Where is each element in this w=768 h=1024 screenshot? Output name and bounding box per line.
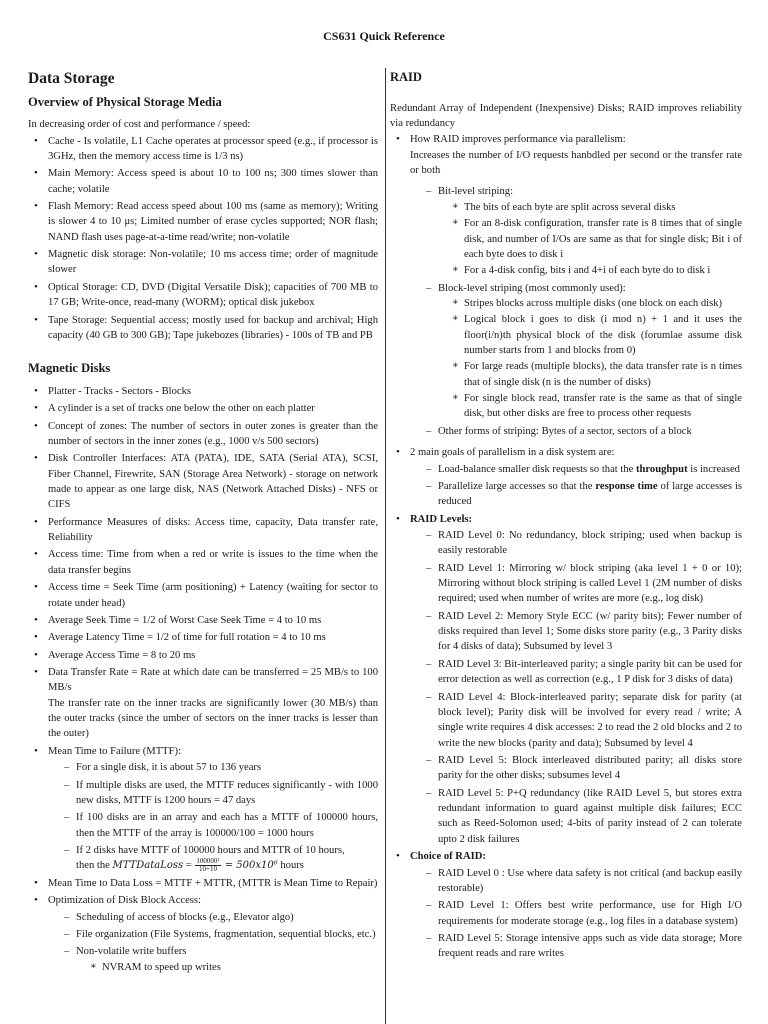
- list-item-parallelism-goals: [390, 445, 742, 509]
- sub-list-item-block-level: [410, 281, 742, 422]
- sub-list-item: – File organization (File Systems, fragmentation, sequential blocks, etc.): [48, 927, 378, 942]
- list-item-transfer-rate: [28, 665, 378, 742]
- raid-parallelism-continuation: Increases the number of I/O requests hanbdled per second or the transfer rate or both: [410, 149, 742, 177]
- list-item: • Average Access Time = 8 to 20 ms: [28, 648, 378, 663]
- list-item: • Tape Storage: Sequential access; mostly used for backup and archival; High capacity (40 GB to 300 GB); Tape jukebozes (libraries) - 100s of TB and PB: [28, 313, 378, 344]
- goals-sublist: [410, 462, 742, 510]
- raid-levels-sublist: [410, 528, 742, 847]
- list-item: • Magnetic disk storage: Non-volatile; 10 ms access time; order of magnitude slower: [28, 247, 378, 278]
- list-item: • Main Memory: Access speed is about 10 to 100 ns; 300 times slower than cache; volatile: [28, 166, 378, 197]
- sub-list-item: – RAID Level 5: Block interleaved distributed parity; all disks store parity for the other disks; subsumes level 4: [410, 753, 742, 784]
- column-divider: [385, 68, 386, 1024]
- mtt-data-loss-math: MTTDataLoss: [112, 860, 184, 872]
- sub-sub-list-item: ∗ NVRAM to speed up writes: [76, 960, 378, 975]
- magnetic-disks-list: [28, 384, 378, 975]
- raid-intro: Redundant Array of Independent (Inexpensive) Disks; RAID improves reliability via redundancy: [390, 102, 742, 129]
- list-item: • Optical Storage: CD, DVD (Digital Versatile Disk); capacities of 700 MB to 17 GB; Write-once, read-many (WORM); optical disk jukebox: [28, 280, 378, 311]
- sub-sub-list-item: ∗ For a 4-disk config, bits i and 4+i of each byte do to disk i: [438, 263, 742, 278]
- sub-list-item: – RAID Level 5: P+Q redundancy (like RAID Level 5, but stores extra redundant information to guard against multiple disk failures; ECC such as Reed-Solomon used; 4-bits of parity instead of 2 can tolerate upto 2 disk failures: [410, 786, 742, 847]
- goal2-pre: Parallelize large accesses so that the: [438, 480, 596, 492]
- subsection-title-magnetic-disks: Magnetic Disks: [28, 361, 111, 376]
- mttf-text: Mean Time to Failure (MTTF):: [48, 745, 182, 757]
- list-item: • Average Latency Time = 1/2 of time for full rotation = 4 to 10 ms: [28, 630, 378, 645]
- sub-list-item: – RAID Level 4: Block-interleaved parity; separate disk for parity (at block level); Parity disk will be involved for every read / write; A single write requires 4 disk accesses: 2 to read the 2 old blocks and 2 to write the new blocks (parity and data); Subsumed by level 4: [410, 690, 742, 751]
- raid-parallelism-text: How RAID improves performance via parallelism:: [410, 134, 626, 146]
- sub-list-item: – RAID Level 0: No redundancy, block striping; used when backup is easily restorable: [410, 528, 742, 559]
- sub-list-item: – If 100 disks are in an array and each has a MTTF of 100000 hours, then the MTTF of the array is 100000/100 = 1000 hours: [48, 810, 378, 841]
- goal1-pre: Load-balance smaller disk requests so that the: [438, 463, 636, 475]
- sub-sub-list-item: ∗ For an 8-disk configuration, transfer rate is 8 times that of single disk, and number of I/Os are same as that for single disk; Bit i of each byte does to disk i: [438, 216, 742, 262]
- sub-list-item: – RAID Level 5: Storage intensive apps such as vide data storage; More frequent reads and rare writes: [410, 931, 742, 962]
- sub-list-item: – Scheduling of access of blocks (e.g., Elevator algo): [48, 910, 378, 925]
- fraction-denominator: 10+10: [199, 865, 217, 874]
- list-item-raid-parallelism: [390, 132, 742, 439]
- section-title-raid: RAID: [390, 70, 422, 84]
- fraction-numerator: 100000²: [196, 857, 220, 866]
- sub-sub-list-item: ∗ For single block read, transfer rate is the same as that of single disk, but other disks are free to process other requests: [438, 391, 742, 422]
- list-item-optimization: [28, 893, 378, 975]
- sub-list-item-response-time: [410, 479, 742, 510]
- list-item: • Disk Controller Interfaces: ATA (PATA), IDE, SATA (Serial ATA), SCSI, Fiber Channel, Firewrite, SAN (Storage Area Network) - storage on network made to appear as one large disk, NAS (Network Attached Disks) - NFS or CIFS: [28, 451, 378, 512]
- left-column: [28, 70, 378, 977]
- goals-text: 2 main goals of parallelism in a disk system are:: [410, 447, 615, 459]
- list-item: • Access time: Time from when a red or write is issues to the time when the data transfer begins: [28, 547, 378, 578]
- list-item-choice-of-raid: [390, 849, 742, 962]
- write-buffers-sublist: [76, 960, 378, 975]
- sub-list-item: – If multiple disks are used, the MTTF reduces significantly - with 1000 new disks, MTTF is 1200 hours = 47 days: [48, 778, 378, 809]
- list-item: • A cylinder is a set of tracks one below the other on each platter: [28, 401, 378, 416]
- sub-list-item: – RAID Level 2: Memory Style ECC (w/ parity bits); Fewer number of disks required than level 1; Some disks store parity (e.g., 3 Parity disks for 4 disks of data); Subsumed by level 3: [410, 609, 742, 655]
- sub-sub-list-item: ∗ Logical block i goes to disk (i mod n) + 1 and it uses the floor(i/n)th physical block of the disk (forumlae assume disk number starts from 1 and blocks from 0): [438, 312, 742, 358]
- mttf-sublist: [48, 760, 378, 874]
- list-item: • Access time = Seek Time (arm positioning) + Latency (waiting for sector to rotate under head): [28, 580, 378, 611]
- sub-list-item: – Other forms of striping: Bytes of a sector, sectors of a block: [410, 424, 742, 439]
- data-loss-result: = 500x10⁶: [221, 860, 278, 872]
- sub-list-item-bit-level: [410, 184, 742, 278]
- list-item: • Cache - Is volatile, L1 Cache operates at processor speed (e.g., if processor is 3GHz, then the memory access time is 1/3 ns): [28, 134, 378, 165]
- right-column: [390, 70, 742, 964]
- optimization-text: Optimization of Disk Block Access:: [48, 895, 201, 907]
- data-loss-fraction: [195, 858, 220, 873]
- sub-sub-list-item: ∗ The bits of each byte are split across several disks: [438, 200, 742, 215]
- goal1-bold: throughput: [635, 463, 688, 475]
- subsection-title-physical-storage: Overview of Physical Storage Media: [28, 94, 222, 109]
- choice-of-raid-sublist: [410, 866, 742, 962]
- goal2-post: of large accesses is reduced: [438, 480, 743, 508]
- transfer-rate-continuation: The transfer rate on the inner tracks are significantly lower (30 MB/s) than the outer tracks (since the umber of sectors on the inner tracks is lesser than the outer): [48, 697, 378, 740]
- sub-list-item-write-buffers: [48, 944, 378, 975]
- list-item-mttf: [28, 744, 378, 874]
- list-item: • Concept of zones: The number of sectors in outer zones is greater than the number of sectors in the inner zones (e.g., 1000 v/s 500 sectors): [28, 419, 378, 450]
- bit-level-list: [438, 200, 742, 279]
- list-item: • Flash Memory: Read access speed about 100 ms (same as memory); Writing is slower 4 to 10 μs; Limited number of erase cycles supported; NOR flash; NAND flash uses page-at-a-time read/write; non-volatile: [28, 199, 378, 245]
- data-loss-eq: =: [183, 860, 195, 872]
- raid-list: [390, 132, 742, 961]
- striping-sublist: [410, 184, 742, 439]
- data-loss-pre: then the: [76, 860, 113, 872]
- sub-list-item-throughput: [410, 462, 742, 477]
- section-title-data-storage: Data Storage: [28, 70, 115, 87]
- bit-level-title: Bit-level striping:: [438, 186, 514, 198]
- choice-of-raid-title: Choice of RAID:: [410, 851, 486, 863]
- data-loss-line1: If 2 disks have MTTF of 100000 hours and MTTR of 10 hours,: [76, 844, 345, 856]
- list-item: • Performance Measures of disks: Access time, capacity, Data transfer rate, Reliability: [28, 515, 378, 546]
- list-item: • Platter - Tracks - Sectors - Blocks: [28, 384, 378, 399]
- sub-list-item: – For a single disk, it is about 57 to 136 years: [48, 760, 378, 775]
- optimization-sublist: [48, 910, 378, 975]
- block-level-title: Block-level striping (most commonly used):: [438, 282, 626, 294]
- sub-sub-list-item: ∗ For large reads (multiple blocks), the data transfer rate is n times that of single disk (n is the number of disks): [438, 359, 742, 390]
- document-title: CS631 Quick Reference: [323, 29, 445, 43]
- block-level-list: [438, 296, 742, 422]
- raid-levels-title: RAID Levels:: [410, 513, 473, 525]
- list-item: • Mean Time to Data Loss = MTTF + MTTR, (MTTR is Mean Time to Repair): [28, 876, 378, 891]
- list-item-raid-levels: [390, 512, 742, 848]
- goal2-bold: response time: [595, 480, 658, 492]
- list-item: • Average Seek Time = 1/2 of Worst Case Seek Time = 4 to 10 ms: [28, 613, 378, 628]
- write-buffers-text: Non-volatile write buffers: [76, 946, 187, 958]
- storage-media-list: [28, 134, 378, 344]
- sub-list-item: – RAID Level 1: Mirroring w/ block striping (aka level 1 + 0 or 10); Mirroring without block striping is called Level 1 (2M number of disks required; used when number of writes are more (e.g., log disk): [410, 561, 742, 607]
- storage-intro: In decreasing order of cost and performance / speed:: [28, 119, 251, 131]
- sub-sub-list-item: ∗ Stripes blocks across multiple disks (one block on each disk): [438, 296, 742, 311]
- sub-list-item: – RAID Level 0 : Use where data safety is not critical (and backup easily restorable): [410, 866, 742, 897]
- goal1-post: is increased: [687, 463, 740, 475]
- sub-list-item: – RAID Level 3: Bit-interleaved parity; a single parity bit can be used for error detection as well as correction (e.g., 1 P disk for 3 disks of data): [410, 657, 742, 688]
- transfer-rate-text: Data Transfer Rate = Rate at which date can be transferred = 25 MB/s to 100 MB/s: [48, 666, 378, 694]
- data-loss-unit: hours: [277, 860, 304, 872]
- sub-list-item-data-loss: [48, 843, 378, 874]
- sub-list-item: – RAID Level 1: Offers best write performance, use for High I/O requirements for moderate storage (e.g., log files in a database system): [410, 898, 742, 929]
